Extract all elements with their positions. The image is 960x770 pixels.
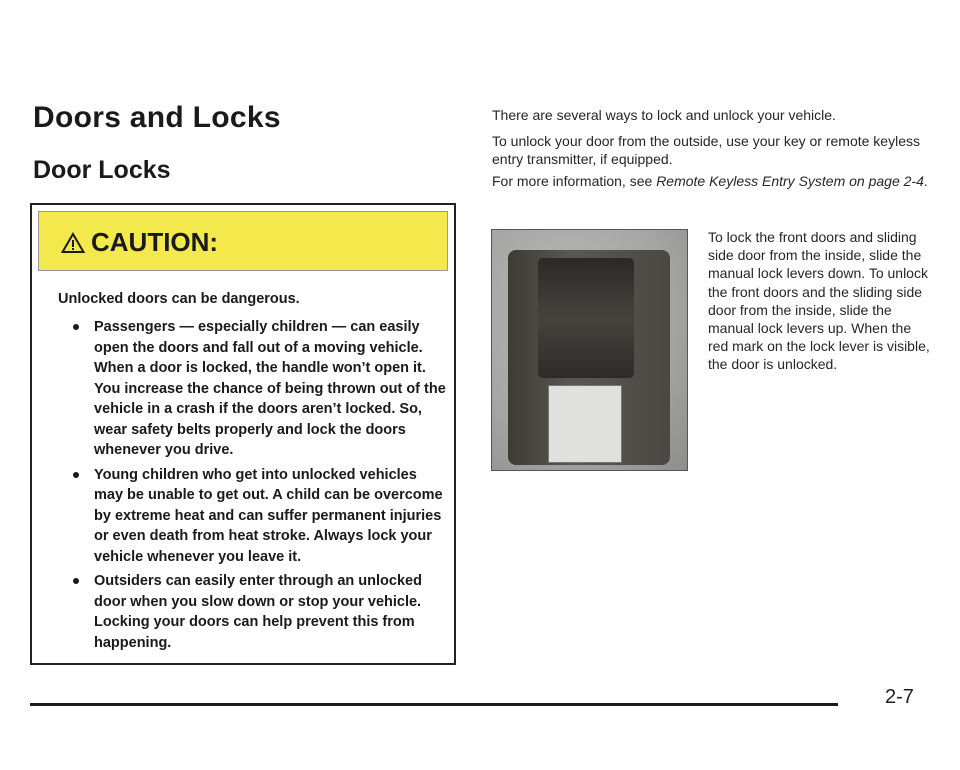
unlock-outside-paragraph: To unlock your door from the outside, use your key or remote keyless entry transmitter, if equipped.: [492, 133, 920, 167]
more-info-lead: For more information, see: [492, 173, 653, 189]
page-number: 2-7: [885, 686, 914, 708]
caution-banner: [38, 211, 448, 271]
caution-bullet-text: Young children who get into unlocked vehicles may be unable to get out. A child can be overcome by extreme heat and can suffer permanent injuries or even death from heat stroke. Always lock your vehicle whenever you leave it.: [94, 466, 443, 565]
caution-bullet-text: Passengers — especially children — can easily open the doors and fall out of a moving vehicle. When a door is locked, the handle won’t open it. You increase the chance of being thrown out of the vehicle in a crash if the doors aren’t locked. So, wear safety belts properly and lock the doors whenever you drive.: [94, 319, 446, 458]
caution-bullet: [58, 317, 448, 461]
caution-label: CAUTION:: [91, 227, 219, 257]
cross-reference-link[interactable]: Remote Keyless Entry System on page 2-4: [656, 173, 924, 189]
intro-paragraph: There are several ways to lock and unlock your vehicle.: [492, 107, 836, 123]
caution-box: [30, 203, 456, 665]
caution-heading: [61, 227, 218, 258]
caution-lead: Unlocked doors can be dangerous.: [58, 291, 300, 307]
caution-bullet-text: Outsiders can easily enter through an unlocked door when you slow down or stop your vehicle. Locking your doors can help prevent this from happening.: [94, 573, 422, 651]
caution-bullet: [58, 571, 448, 653]
footer-rule: [30, 703, 838, 706]
bullet-dot-icon: [73, 472, 79, 478]
subsection-title: Door Locks: [33, 156, 171, 184]
photo-lock-lever: [548, 385, 622, 463]
caution-bullet: [58, 465, 448, 568]
more-info-paragraph: [492, 172, 932, 190]
lock-lever-description: To lock the front doors and sliding side door from the inside, slide the manual lock levers down. To unlock the front doors and the sliding side door from the inside, slide the manual lock levers up. When the red mark on the lock lever is visible, the door is unlocked.: [708, 229, 930, 373]
bullet-dot-icon: [73, 324, 79, 330]
warning-triangle-icon: [61, 232, 85, 254]
photo-lock-housing: [538, 258, 634, 378]
section-title: Doors and Locks: [33, 101, 281, 134]
caution-bullet-list: [58, 317, 448, 657]
more-info-end: .: [923, 173, 928, 189]
bullet-dot-icon: [73, 578, 79, 584]
